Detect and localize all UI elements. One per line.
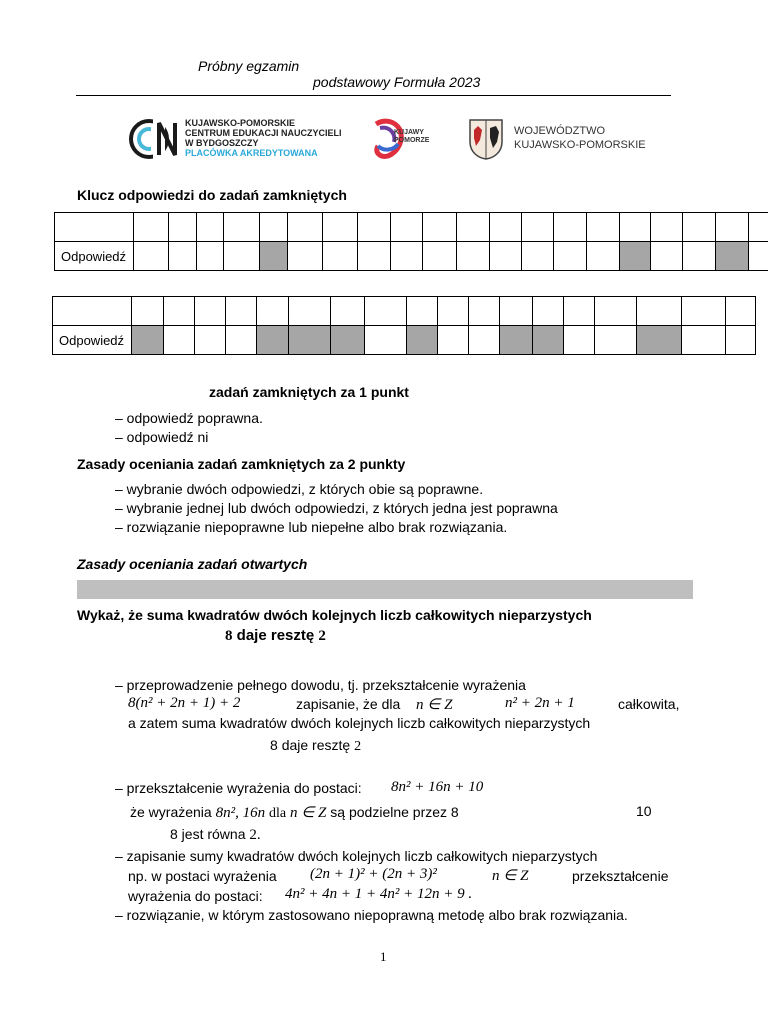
answer-cell xyxy=(749,242,768,271)
header-rule xyxy=(76,95,671,96)
task-number-cell xyxy=(490,213,522,242)
score-partial-line-2: że wyrażenia 8n², 16n dla n ∈ Z są podzielne przez 8 xyxy=(130,804,459,821)
task-number-cell xyxy=(564,297,595,326)
task-number-cell xyxy=(257,297,289,326)
score-full-math-2: n ∈ Z xyxy=(416,697,453,713)
kujawy-text-1: KUJAWY xyxy=(394,129,424,136)
answer-cell xyxy=(226,326,257,355)
score-basic-text-2: przekształcenie xyxy=(572,868,669,884)
task-number-cell xyxy=(595,297,637,326)
kujawy-text-2: POMORZE xyxy=(394,137,430,144)
score-full-math-3: n² + 2n + 1 xyxy=(505,695,575,711)
score-basic-text-3: wyrażenia do postaci: xyxy=(128,888,263,904)
task-number-cell xyxy=(260,213,288,242)
task-number-cell xyxy=(716,213,749,242)
score-full-line-4: 8 daje resztę 2 xyxy=(270,737,362,754)
task-number-cell xyxy=(323,213,358,242)
ckn-text-3: W BYDGOSZCZY xyxy=(185,138,259,148)
answer-cell xyxy=(490,242,522,271)
answer-cell xyxy=(500,326,533,355)
score-partial-line-1: – przekształcenie wyrażenia do postaci: xyxy=(115,780,362,796)
row-header-empty xyxy=(55,213,134,242)
key-title: Klucz odpowiedzi do zadań zamkniętych xyxy=(77,187,347,203)
rules-2pt-item-2: – wybranie jednej lub dwóch odpowiedzi, z których jedna jest poprawna xyxy=(115,500,558,516)
rules-1pt-item-2: – odpowiedź ni xyxy=(115,429,209,445)
ckn-logo xyxy=(127,115,357,163)
task-number-cell xyxy=(438,297,469,326)
answer-cell xyxy=(457,242,490,271)
rules-1pt-title: zadań zamkniętych za 1 punkt xyxy=(209,384,409,400)
answer-cell xyxy=(289,326,331,355)
task-number-cell xyxy=(195,297,226,326)
answer-row-label: Odpowiedź xyxy=(55,242,134,271)
answer-cell xyxy=(134,242,169,271)
answer-cell xyxy=(554,242,587,271)
answer-row-label: Odpowiedź xyxy=(53,326,132,355)
task-number-cell xyxy=(134,213,169,242)
coat-of-arms-icon xyxy=(468,118,504,160)
score-basic-line-1: – zapisanie sumy kwadratów dwóch kolejnych liczb całkowitych nieparzystych xyxy=(115,848,598,864)
task-number-cell xyxy=(637,297,682,326)
answer-cell xyxy=(716,242,749,271)
row-header-empty xyxy=(53,297,132,326)
answer-cell xyxy=(407,326,438,355)
task-number-cell xyxy=(169,213,197,242)
answer-cell xyxy=(224,242,260,271)
score-basic-math-2: n ∈ Z xyxy=(492,868,529,884)
task-number-cell xyxy=(407,297,438,326)
task-number-cell xyxy=(533,297,564,326)
score-partial-number-10: 10 xyxy=(636,803,652,819)
answer-cell xyxy=(682,326,726,355)
answer-cell xyxy=(257,326,289,355)
rules-2pt-item-1: – wybranie dwóch odpowiedzi, z których obie są poprawne. xyxy=(115,481,484,497)
answer-cell xyxy=(323,242,358,271)
rules-2pt-item-3: – rozwiązanie niepoprawne lub niepełne albo brak rozwiązania. xyxy=(115,519,508,535)
answer-cell xyxy=(169,242,197,271)
answer-key-table-2 xyxy=(52,296,756,355)
woj-text-2: KUJAWSKO-POMORSKIE xyxy=(514,139,646,151)
task-number-cell xyxy=(365,297,407,326)
answer-row xyxy=(55,242,768,271)
answer-key-table-1 xyxy=(54,212,768,271)
header-line-2: podstawowy Formuła 2023 xyxy=(313,74,481,90)
answer-cell xyxy=(195,326,226,355)
score-full-line-3: a zatem suma kwadratów dwóch kolejnych liczb całkowitych nieparzystych xyxy=(128,715,591,731)
task-number-cell xyxy=(226,297,257,326)
task-number-cell xyxy=(457,213,490,242)
task-number-cell xyxy=(554,213,587,242)
score-basic-math-3: 4n² + 4n + 1 + 4n² + 12n + 9 . xyxy=(285,886,473,902)
task-number-cell xyxy=(749,213,768,242)
score-zero-line: – rozwiązanie, w którym zastosowano niepoprawną metodę albo brak rozwiązania. xyxy=(115,907,628,923)
task-number-cell xyxy=(587,213,620,242)
task-number-cell xyxy=(683,213,716,242)
answer-cell xyxy=(683,242,716,271)
task-number-cell xyxy=(651,213,683,242)
task-statement-line-2: 8 daje resztę 2 xyxy=(225,627,326,644)
answer-cell xyxy=(288,242,323,271)
task-number-cell xyxy=(331,297,365,326)
score-full-text-mid: zapisanie, że dla xyxy=(296,696,401,712)
rules-2pt-title: Zasady oceniania zadań zamkniętych za 2 punkty xyxy=(77,456,406,472)
task-number-cell xyxy=(391,213,423,242)
answer-row xyxy=(53,326,756,355)
task-number-row xyxy=(55,213,768,242)
answer-cell xyxy=(197,242,224,271)
grey-band xyxy=(77,580,693,599)
open-tasks-title: Zasady oceniania zadań otwartych xyxy=(77,556,308,572)
answer-cell xyxy=(564,326,595,355)
answer-cell xyxy=(331,326,365,355)
answer-cell xyxy=(438,326,469,355)
ckn-logo-icon xyxy=(127,115,183,163)
score-basic-text-1: np. w postaci wyrażenia xyxy=(128,868,277,884)
task-number-cell xyxy=(289,297,331,326)
page-number: 1 xyxy=(380,949,387,964)
task-number-cell xyxy=(224,213,260,242)
task-number-cell xyxy=(132,297,164,326)
answer-cell xyxy=(533,326,564,355)
wojewodztwo-logo xyxy=(468,118,646,162)
task-number-cell xyxy=(682,297,726,326)
answer-cell xyxy=(726,326,756,355)
task-number-cell xyxy=(288,213,323,242)
answer-cell xyxy=(132,326,164,355)
ckn-text-1: KUJAWSKO-POMORSKIE xyxy=(185,118,296,128)
answer-cell xyxy=(358,242,391,271)
answer-cell xyxy=(423,242,457,271)
answer-cell xyxy=(522,242,554,271)
task-number-row xyxy=(53,297,756,326)
task-number-cell xyxy=(423,213,457,242)
task-statement-line-1: Wykaż, że suma kwadratów dwóch kolejnych liczb całkowitych nieparzystych xyxy=(77,607,592,623)
task-number-cell xyxy=(358,213,391,242)
task-number-cell xyxy=(500,297,533,326)
task-number-cell xyxy=(197,213,224,242)
score-full-text-end: całkowita, xyxy=(618,696,680,712)
answer-cell xyxy=(365,326,407,355)
answer-cell xyxy=(651,242,683,271)
answer-cell xyxy=(260,242,288,271)
task-number-cell xyxy=(522,213,554,242)
answer-cell xyxy=(164,326,195,355)
answer-cell xyxy=(469,326,500,355)
task-number-cell xyxy=(726,297,756,326)
score-partial-math-1: 8n² + 16n + 10 xyxy=(391,779,484,795)
score-full-math-1: 8(n² + 2n + 1) + 2 xyxy=(128,695,241,711)
answer-cell xyxy=(587,242,620,271)
ckn-text-accent: PLACÓWKA AKREDYTOWANA xyxy=(185,148,318,158)
task-number-cell xyxy=(469,297,500,326)
kujawy-pomorze-logo xyxy=(370,118,440,162)
score-full-line-1: – przeprowadzenie pełnego dowodu, tj. przekształcenie wyrażenia xyxy=(115,677,526,693)
task-number-cell xyxy=(620,213,651,242)
answer-cell xyxy=(391,242,423,271)
woj-text-1: WOJEWÓDZTWO xyxy=(514,125,606,137)
answer-cell xyxy=(595,326,637,355)
answer-cell xyxy=(637,326,682,355)
task-number-cell xyxy=(164,297,195,326)
score-partial-line-3: 8 jest równa 2. xyxy=(170,826,261,843)
answer-cell xyxy=(620,242,651,271)
header-line-1: Próbny egzamin xyxy=(198,58,300,74)
score-basic-math-1: (2n + 1)² + (2n + 3)² xyxy=(310,866,437,882)
ckn-text-2: CENTRUM EDUKACJI NAUCZYCIELI xyxy=(185,128,342,138)
rules-1pt-item-1: – odpowiedź poprawna. xyxy=(115,410,263,426)
